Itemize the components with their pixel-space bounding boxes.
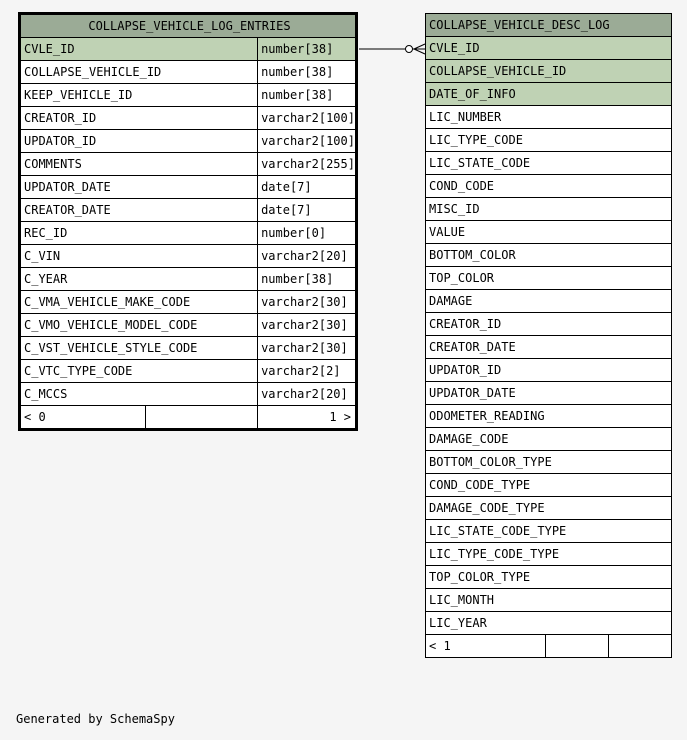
column-name[interactable]: CVLE_ID — [426, 37, 672, 60]
column-name[interactable]: LIC_MONTH — [426, 589, 672, 612]
column-name[interactable]: DAMAGE_CODE — [426, 428, 672, 451]
column-name[interactable]: CREATOR_ID — [20, 107, 258, 130]
column-name[interactable]: DAMAGE — [426, 290, 672, 313]
column-type: varchar2[100] — [258, 130, 357, 153]
column-name[interactable]: TOP_COLOR — [426, 267, 672, 290]
column-type: varchar2[30] — [258, 291, 357, 314]
table-title[interactable]: COLLAPSE_VEHICLE_DESC_LOG — [426, 14, 672, 37]
column-type: date[7] — [258, 176, 357, 199]
column-name[interactable]: ODOMETER_READING — [426, 405, 672, 428]
generated-by-footer: Generated by SchemaSpy — [16, 712, 175, 726]
column-name[interactable]: BOTTOM_COLOR — [426, 244, 672, 267]
column-type: number[38] — [258, 84, 357, 107]
column-name[interactable]: COLLAPSE_VEHICLE_ID — [426, 60, 672, 83]
column-type: varchar2[2] — [258, 360, 357, 383]
column-name[interactable]: KEEP_VEHICLE_ID — [20, 84, 258, 107]
column-name[interactable]: CREATOR_ID — [426, 313, 672, 336]
child-count[interactable]: 1 > — [258, 406, 357, 430]
column-name[interactable]: CREATOR_DATE — [426, 336, 672, 359]
table-title[interactable]: COLLAPSE_VEHICLE_LOG_ENTRIES — [20, 14, 357, 38]
column-name[interactable]: CVLE_ID — [20, 38, 258, 61]
column-name[interactable]: C_VTC_TYPE_CODE — [20, 360, 258, 383]
column-type: varchar2[20] — [258, 245, 357, 268]
crowfoot-lower — [414, 49, 425, 54]
column-type: varchar2[30] — [258, 314, 357, 337]
column-name[interactable]: LIC_STATE_CODE_TYPE — [426, 520, 672, 543]
crowfoot-upper — [414, 44, 425, 49]
column-type: number[38] — [258, 61, 357, 84]
column-name[interactable]: CREATOR_DATE — [20, 199, 258, 222]
column-name[interactable]: C_VST_VEHICLE_STYLE_CODE — [20, 337, 258, 360]
column-name[interactable]: LIC_YEAR — [426, 612, 672, 635]
column-name[interactable]: C_VIN — [20, 245, 258, 268]
column-name[interactable]: BOTTOM_COLOR_TYPE — [426, 451, 672, 474]
column-name[interactable]: LIC_TYPE_CODE_TYPE — [426, 543, 672, 566]
column-type: varchar2[30] — [258, 337, 357, 360]
column-name[interactable]: C_VMA_VEHICLE_MAKE_CODE — [20, 291, 258, 314]
column-name[interactable]: VALUE — [426, 221, 672, 244]
column-name[interactable]: COLLAPSE_VEHICLE_ID — [20, 61, 258, 84]
column-name[interactable]: COMMENTS — [20, 153, 258, 176]
column-name[interactable]: UPDATOR_ID — [426, 359, 672, 382]
column-name[interactable]: DATE_OF_INFO — [426, 83, 672, 106]
relationship-optional-marker — [406, 46, 413, 53]
column-type: date[7] — [258, 199, 357, 222]
column-name[interactable]: C_VMO_VEHICLE_MODEL_CODE — [20, 314, 258, 337]
column-name[interactable]: COND_CODE — [426, 175, 672, 198]
column-name[interactable]: C_YEAR — [20, 268, 258, 291]
column-name[interactable]: MISC_ID — [426, 198, 672, 221]
column-name[interactable]: TOP_COLOR_TYPE — [426, 566, 672, 589]
column-name[interactable]: COND_CODE_TYPE — [426, 474, 672, 497]
column-name[interactable]: UPDATOR_DATE — [20, 176, 258, 199]
parent-count[interactable]: < 1 — [426, 635, 546, 658]
column-name[interactable]: REC_ID — [20, 222, 258, 245]
column-type: varchar2[20] — [258, 383, 357, 406]
column-type: varchar2[100] — [258, 107, 357, 130]
column-name[interactable]: LIC_TYPE_CODE — [426, 129, 672, 152]
column-type: number[38] — [258, 38, 357, 61]
column-type: varchar2[255] — [258, 153, 357, 176]
parent-count[interactable]: < 0 — [20, 406, 146, 430]
column-type: number[38] — [258, 268, 357, 291]
column-name[interactable]: C_MCCS — [20, 383, 258, 406]
column-type: number[0] — [258, 222, 357, 245]
column-name[interactable]: UPDATOR_DATE — [426, 382, 672, 405]
column-name[interactable]: LIC_STATE_CODE — [426, 152, 672, 175]
column-name[interactable]: DAMAGE_CODE_TYPE — [426, 497, 672, 520]
column-name[interactable]: LIC_NUMBER — [426, 106, 672, 129]
column-name[interactable]: UPDATOR_ID — [20, 130, 258, 153]
